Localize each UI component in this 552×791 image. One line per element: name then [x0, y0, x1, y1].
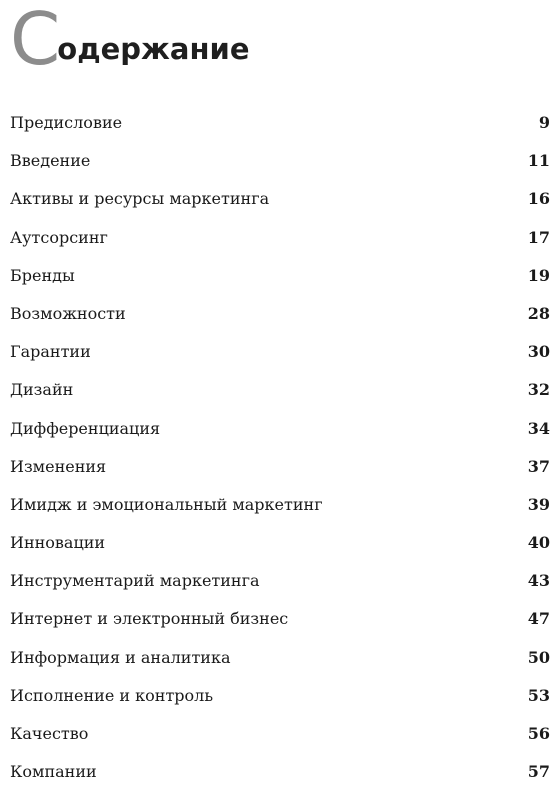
- toc-entry-page: 34: [527, 418, 550, 438]
- toc-entry-page: 11: [527, 151, 550, 171]
- toc-entry-title: Качество: [10, 724, 89, 743]
- toc-entry-title: Бренды: [10, 265, 75, 285]
- dot-leader: [107, 547, 525, 548]
- toc-entry-title: Дизайн: [10, 380, 74, 400]
- dot-leader: [90, 738, 524, 739]
- dot-leader: [271, 203, 525, 204]
- toc-entry-title: Аутсорсинг: [10, 227, 108, 247]
- dot-leader: [110, 242, 525, 243]
- toc-entry-page: 39: [527, 494, 550, 514]
- dot-leader: [124, 127, 536, 128]
- toc-entry-title: Дифференциация: [10, 418, 161, 438]
- toc-entry-page: 37: [527, 456, 550, 476]
- toc-entry-page: 17: [527, 227, 550, 247]
- toc-entry-page: 16: [527, 189, 550, 209]
- dot-leader: [262, 585, 525, 586]
- toc-entry-title: Активы и ресурсы маркетинга: [10, 189, 270, 209]
- toc-entry: [10, 677, 550, 715]
- toc-entry: [10, 486, 550, 524]
- toc-entry: [10, 753, 550, 791]
- toc-entry-page: 47: [527, 609, 550, 629]
- dot-leader: [92, 165, 524, 166]
- table-of-contents: [10, 104, 550, 791]
- title-text: одержание: [57, 32, 250, 66]
- toc-entry-page: 28: [527, 303, 550, 323]
- toc-entry: [10, 715, 550, 753]
- dot-leader: [128, 318, 525, 319]
- toc-entry-title: Исполнение и контроль: [10, 685, 214, 705]
- toc-entry-title: Имидж и эмоциональный маркетинг: [10, 494, 323, 514]
- dot-leader: [99, 776, 525, 777]
- toc-entry: [10, 410, 550, 448]
- toc-entry-page: 30: [527, 342, 550, 362]
- toc-entry: [10, 333, 550, 371]
- toc-entry: [10, 180, 550, 218]
- toc-entry-page: 57: [527, 762, 550, 782]
- dot-leader: [290, 623, 524, 624]
- toc-entry-title: Информация и аналитика: [10, 647, 231, 667]
- toc-entry: [10, 600, 550, 638]
- dot-leader: [108, 471, 525, 472]
- toc-entry: [10, 219, 550, 257]
- dot-leader: [215, 700, 525, 701]
- toc-entry-title: Гарантии: [10, 342, 91, 362]
- toc-entry: [10, 104, 550, 142]
- toc-entry-page: 43: [527, 571, 550, 591]
- toc-entry-page: 50: [527, 647, 550, 667]
- toc-entry: [10, 371, 550, 409]
- toc-entry-title: Предисловие: [10, 113, 123, 132]
- toc-entry: [10, 524, 550, 562]
- toc-entry: [10, 295, 550, 333]
- toc-entry-page: 19: [527, 265, 550, 285]
- toc-entry-page: 32: [527, 380, 550, 400]
- dot-leader: [77, 280, 525, 281]
- toc-entry-page: 9: [538, 113, 550, 132]
- toc-entry-title: Интернет и электронный бизнес: [10, 609, 289, 629]
- toc-entry-title: Инструментарий маркетинга: [10, 571, 260, 591]
- dot-leader: [325, 509, 525, 510]
- toc-entry-page: 53: [527, 685, 550, 705]
- toc-entry-page: 40: [527, 533, 550, 553]
- toc-entry: [10, 448, 550, 486]
- toc-entry-title: Изменения: [10, 456, 107, 476]
- page-title: [10, 0, 250, 81]
- toc-entry-title: Инновации: [10, 533, 106, 553]
- toc-entry: [10, 257, 550, 295]
- toc-entry-title: Введение: [10, 151, 91, 171]
- dot-leader: [75, 394, 524, 395]
- toc-entry: [10, 142, 550, 180]
- toc-entry: [10, 639, 550, 677]
- dot-leader: [233, 662, 525, 663]
- dot-leader: [162, 433, 525, 434]
- dot-leader: [93, 356, 525, 357]
- toc-entry-title: Компании: [10, 762, 97, 782]
- toc-entry: [10, 562, 550, 600]
- title-initial-letter: С: [10, 0, 59, 81]
- toc-entry-page: 56: [527, 724, 550, 743]
- toc-entry-title: Возможности: [10, 303, 126, 323]
